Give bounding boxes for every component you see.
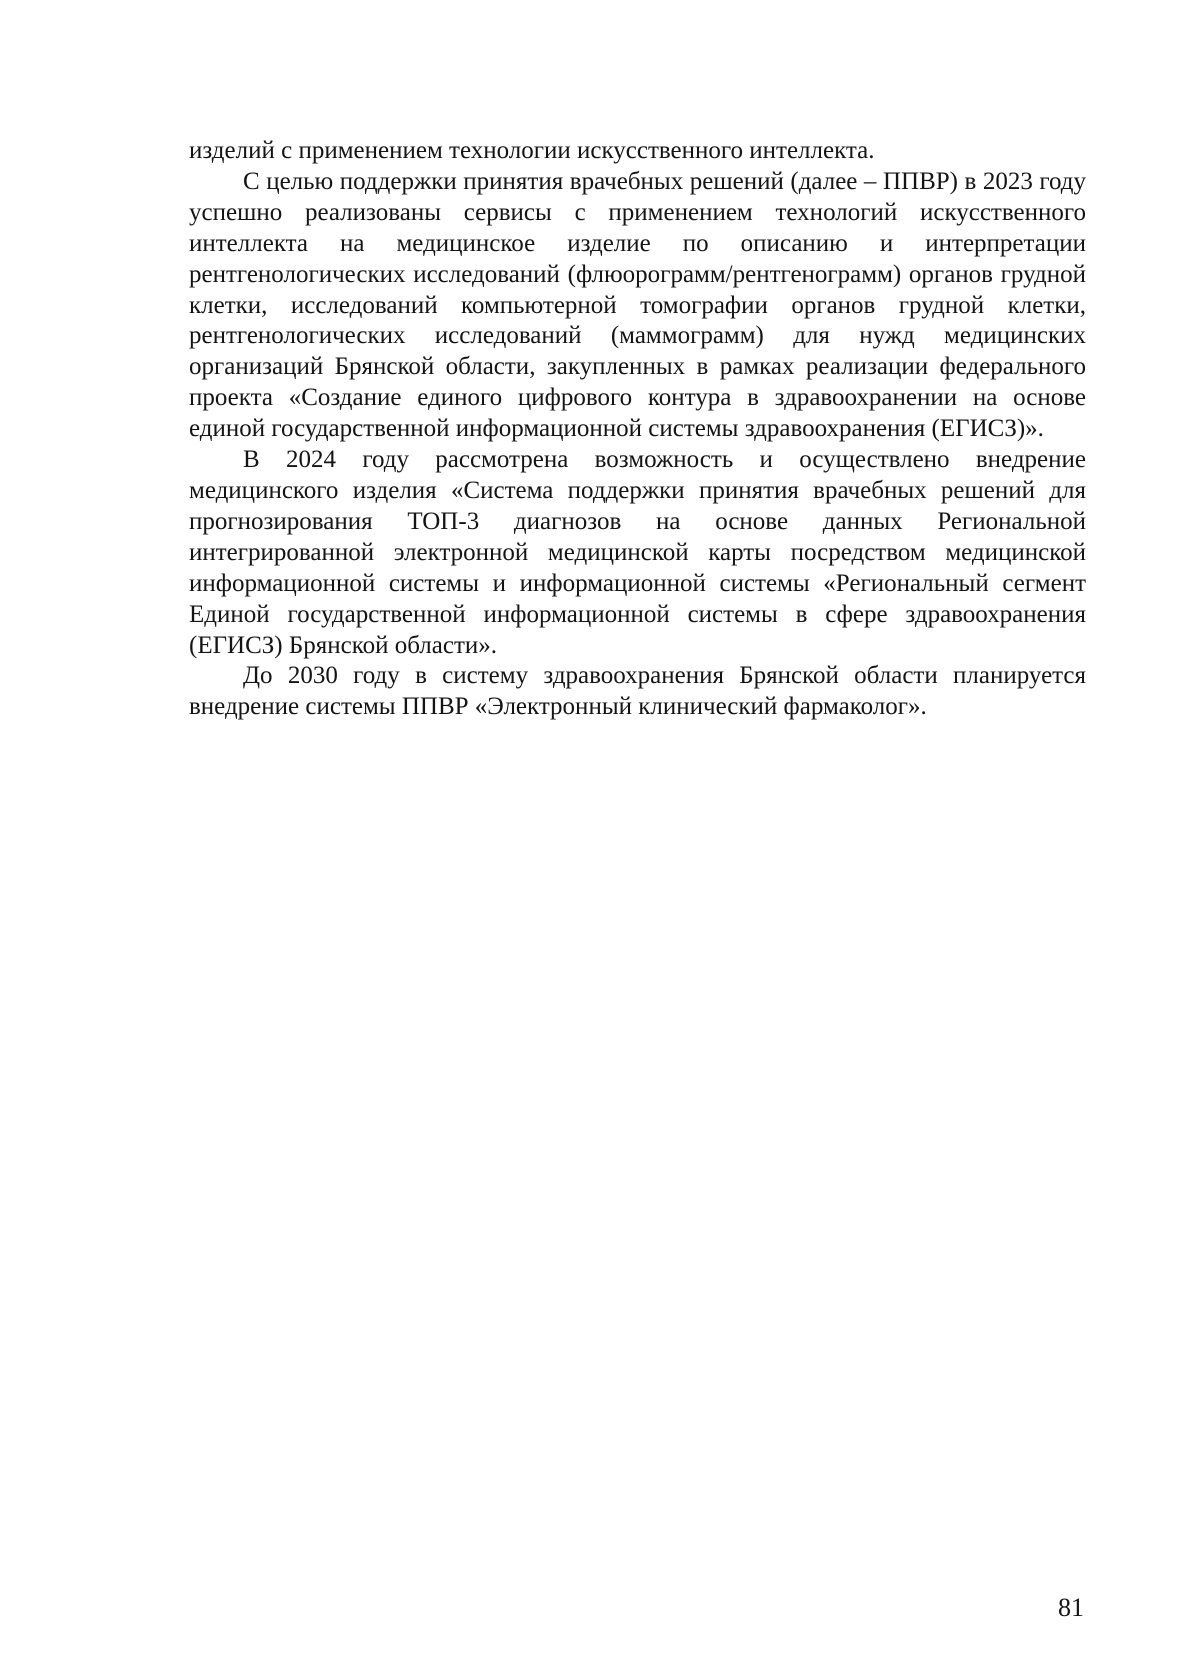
paragraph-continuation: изделий с применением технологии искусственного интеллекта. <box>189 137 875 164</box>
paragraph-ppvr-2023: С целью поддержки принятия врачебных решений (далее – ППВР) в 2023 году успешно реализованы сервисы с применением технологий искусственного интеллекта на медицинское изделие по описанию и интерпретации рентгенологических исследований (флюорограмм/рентгенограмм) органов грудной клетки, исследований компьютерной томографии органов грудной клетки, рентгенологических исследований (маммограмм) для нужд медицинских организаций Брянской области, закупленных в рамках реализации федерального проекта «Создание единого цифрового контура в здравоохранении на основе единой государственной информационной системы здравоохранения (ЕГИСЗ)». <box>189 167 1086 443</box>
body-text <box>189 136 1086 723</box>
paragraph-2030-plan: До 2030 году в систему здравоохранения Брянской области планируется внедрение системы ППВР «Электронный клинический фармаколог». <box>189 662 1086 721</box>
paragraph-2024-implementation: В 2024 году рассмотрена возможность и осуществлено внедрение медицинского изделия «Система поддержки принятия врачебных решений для прогнозирования ТОП-3 диагнозов на основе данных Региональной интегрированной электронной медицинской карты посредством медицинской информационной системы и информационной системы «Региональный сегмент Единой государственной информационной системы в сфере здравоохранения (ЕГИСЗ) Брянской области». <box>189 446 1086 659</box>
page-number: 81 <box>1058 1593 1084 1622</box>
